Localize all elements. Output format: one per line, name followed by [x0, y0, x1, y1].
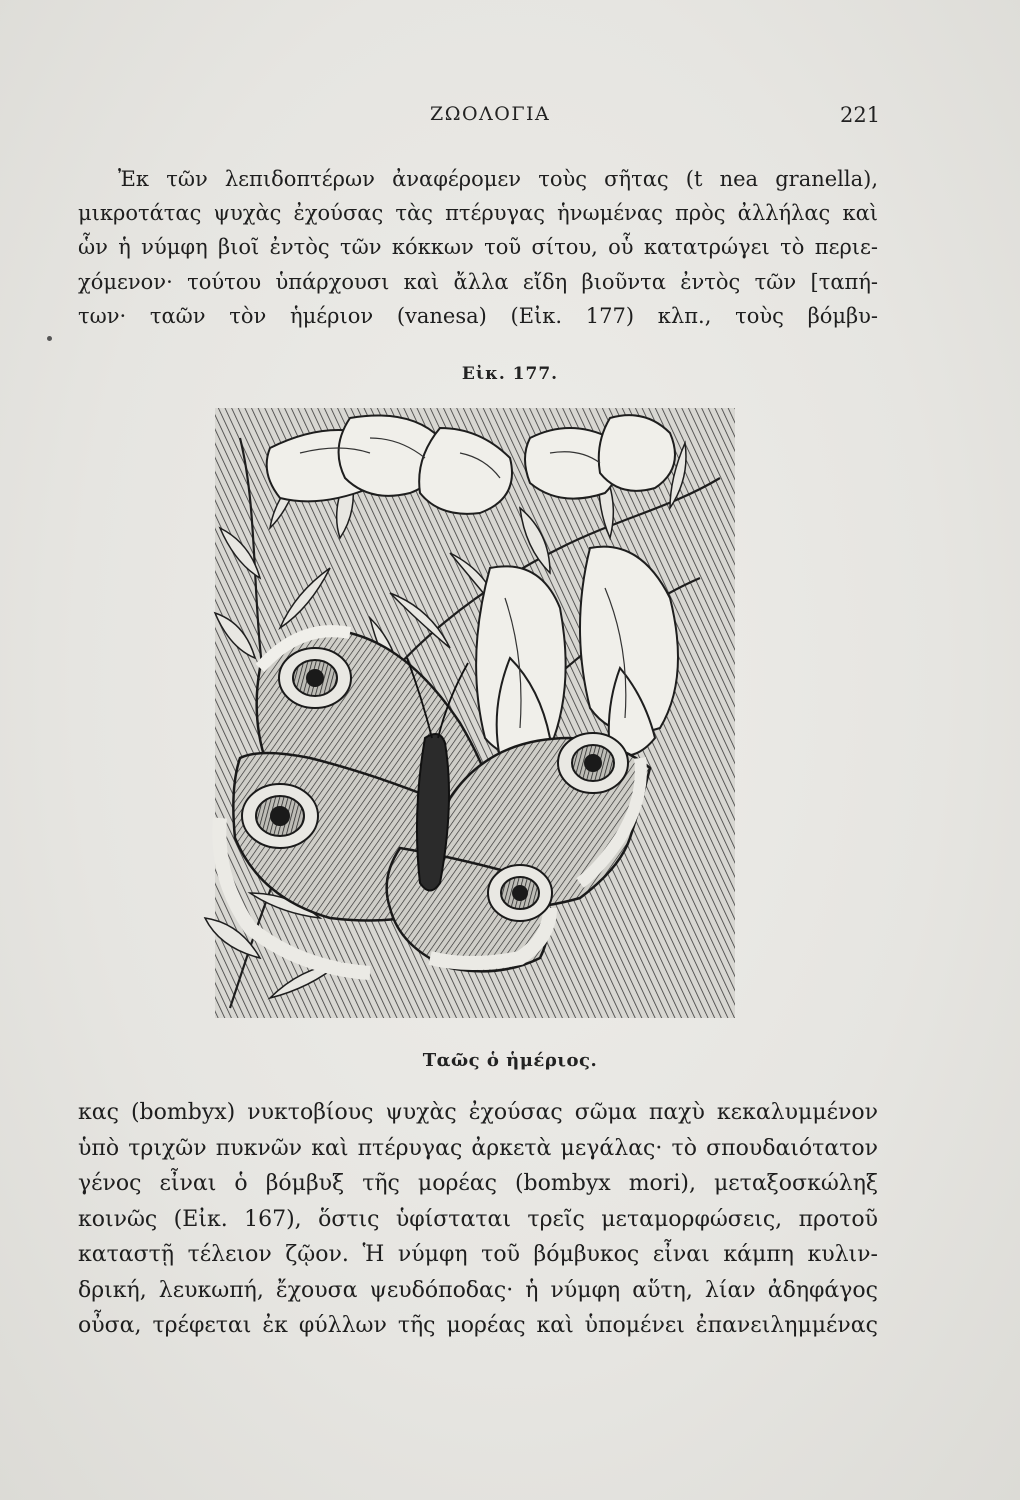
text-line: των· ταῶν τὸν ἡμέριον (vanesa) (Εἰκ. 177) κλπ., τοὺς βόμβυ- — [78, 303, 878, 328]
running-head — [0, 103, 1020, 133]
figure-caption: Ταῶς ὁ ἡμέριος. — [422, 1050, 598, 1071]
text-line: δρική, λευκωπή, ἔχουσα ψευδόποδας· ἡ νύμφη αὕτη, λίαν ἀδηφάγος — [78, 1277, 878, 1303]
text-line: οὖσα, τρέφεται ἐκ φύλλων τῆς μορέας καὶ ὑπομένει ἐπανειλημμένας — [78, 1313, 878, 1338]
text-line: χόμενον· τούτου ὑπάρχουσι καὶ ἄλλα εἴδη βιοῦντα ἐντὸς τῶν [ταπή- — [78, 269, 878, 294]
text-line: κοινῶς (Εἰκ. 167), ὅστις ὑφίσταται τρεῖς μεταμορφώσεις, προτοῦ — [78, 1206, 878, 1232]
butterfly-illustration — [200, 398, 750, 1030]
margin-mark — [47, 336, 52, 341]
bottom-paragraph — [78, 1095, 878, 1344]
text-line: γένος εἶναι ὁ βόμβυξ τῆς μορέας (bombyx mori), μεταξοσκώληξ — [78, 1171, 878, 1196]
text-line: μικροτάτας ψυχὰς ἐχούσας τὰς πτέρυγας ἡνωμένας πρὸς ἀλλήλας καὶ — [78, 201, 878, 226]
text-line: ὧν ἡ νύμφη βιοῖ ἐντὸς τῶν κόκκων τοῦ σίτου, οὗ κατατρώγει τὸ περιε- — [78, 235, 878, 260]
page-number: 221 — [840, 103, 881, 127]
text-line: καταστῇ τέλειον ζῷον. Ἡ νύμφη τοῦ βόμβυκος εἶναι κάμπη κυλιν- — [78, 1242, 878, 1267]
running-title: ΖΩΟΛΟΓΙΑ — [430, 103, 551, 125]
top-paragraph — [78, 162, 878, 333]
text-line: ὑπὸ τριχῶν πυκνῶν καὶ πτέρυγας ἀρκετὰ μεγάλας· τὸ σπουδαιότατον — [78, 1135, 878, 1161]
text-line: κας (bombyx) νυκτοβίους ψυχὰς ἐχούσας σῶμα παχὺ κεκαλυμμένον — [78, 1100, 878, 1125]
figure-label: Εἰκ. 177. — [461, 364, 559, 384]
text-line: Ἐκ τῶν λεπιδοπτέρων ἀναφέρομεν τοὺς σῆτας (t nea granella), — [118, 167, 878, 191]
